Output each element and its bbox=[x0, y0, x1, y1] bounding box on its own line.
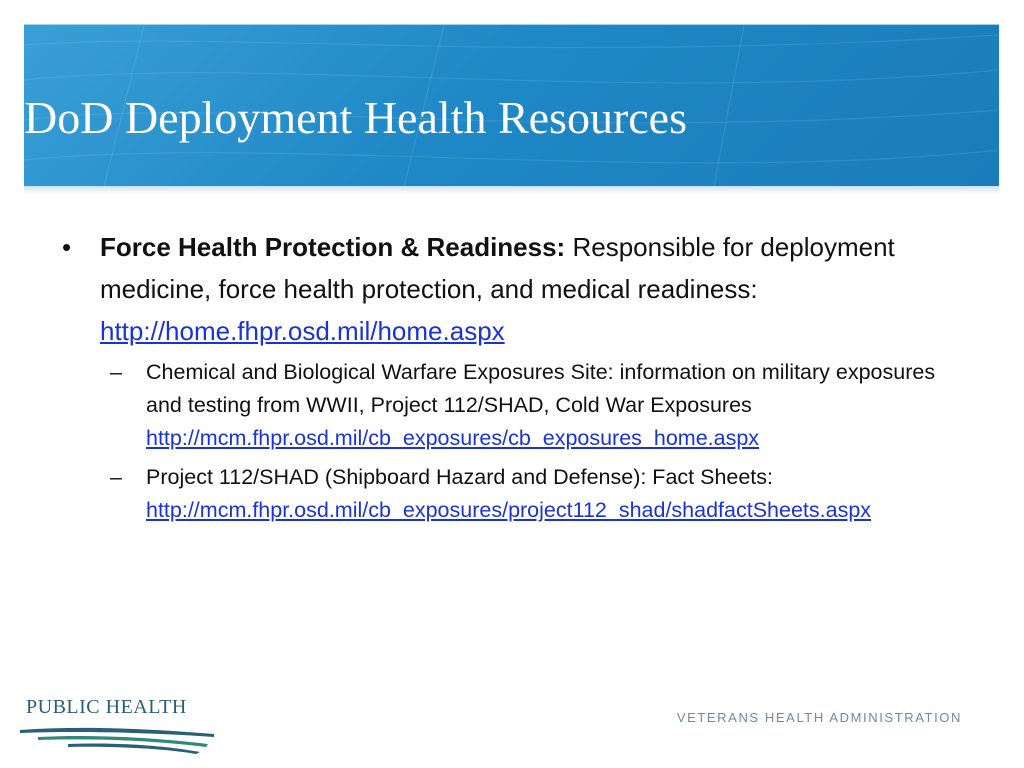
sub-bullet-text: Chemical and Biological Warfare Exposures Site: information on military exposures and testing from WWII, Project 112/SHAD, Cold War Exposures bbox=[146, 360, 936, 417]
footer-org-name: VETERANS HEALTH ADMINISTRATION bbox=[676, 710, 962, 725]
sub-bullet-list bbox=[62, 356, 962, 527]
sub-bullet-project112 bbox=[110, 461, 946, 527]
slide-content bbox=[62, 226, 962, 533]
sub-bullet-cb-exposures bbox=[110, 356, 946, 455]
cb-exposures-link[interactable]: http://mcm.fhpr.osd.mil/cb_exposures/cb_exposures_home.aspx bbox=[146, 426, 760, 450]
title-banner-shadow bbox=[24, 186, 999, 194]
logo-text: PUBLIC HEALTH bbox=[26, 696, 187, 718]
bullet-force-health bbox=[62, 226, 962, 352]
logo-swoosh-icon bbox=[18, 724, 218, 756]
bullet-icon: • bbox=[62, 232, 72, 262]
dash-icon: – bbox=[110, 360, 122, 384]
slide-title: DoD Deployment Health Resources bbox=[24, 92, 688, 143]
fhpr-home-link[interactable]: http://home.fhpr.osd.mil/home.aspx bbox=[100, 316, 505, 346]
bullet-bold-label: Force Health Protection & Readiness: bbox=[100, 232, 566, 262]
sub-bullet-text: Project 112/SHAD (Shipboard Hazard and Defense): Fact Sheets: bbox=[146, 465, 774, 489]
public-health-logo bbox=[18, 696, 218, 756]
shad-fact-sheets-link[interactable]: http://mcm.fhpr.osd.mil/cb_exposures/project112_shad/shadfactSheets.aspx bbox=[146, 498, 872, 522]
bullet-text: Responsible for deployment medicine, force health protection, and medical readiness: bbox=[100, 232, 895, 304]
dash-icon: – bbox=[110, 465, 122, 489]
